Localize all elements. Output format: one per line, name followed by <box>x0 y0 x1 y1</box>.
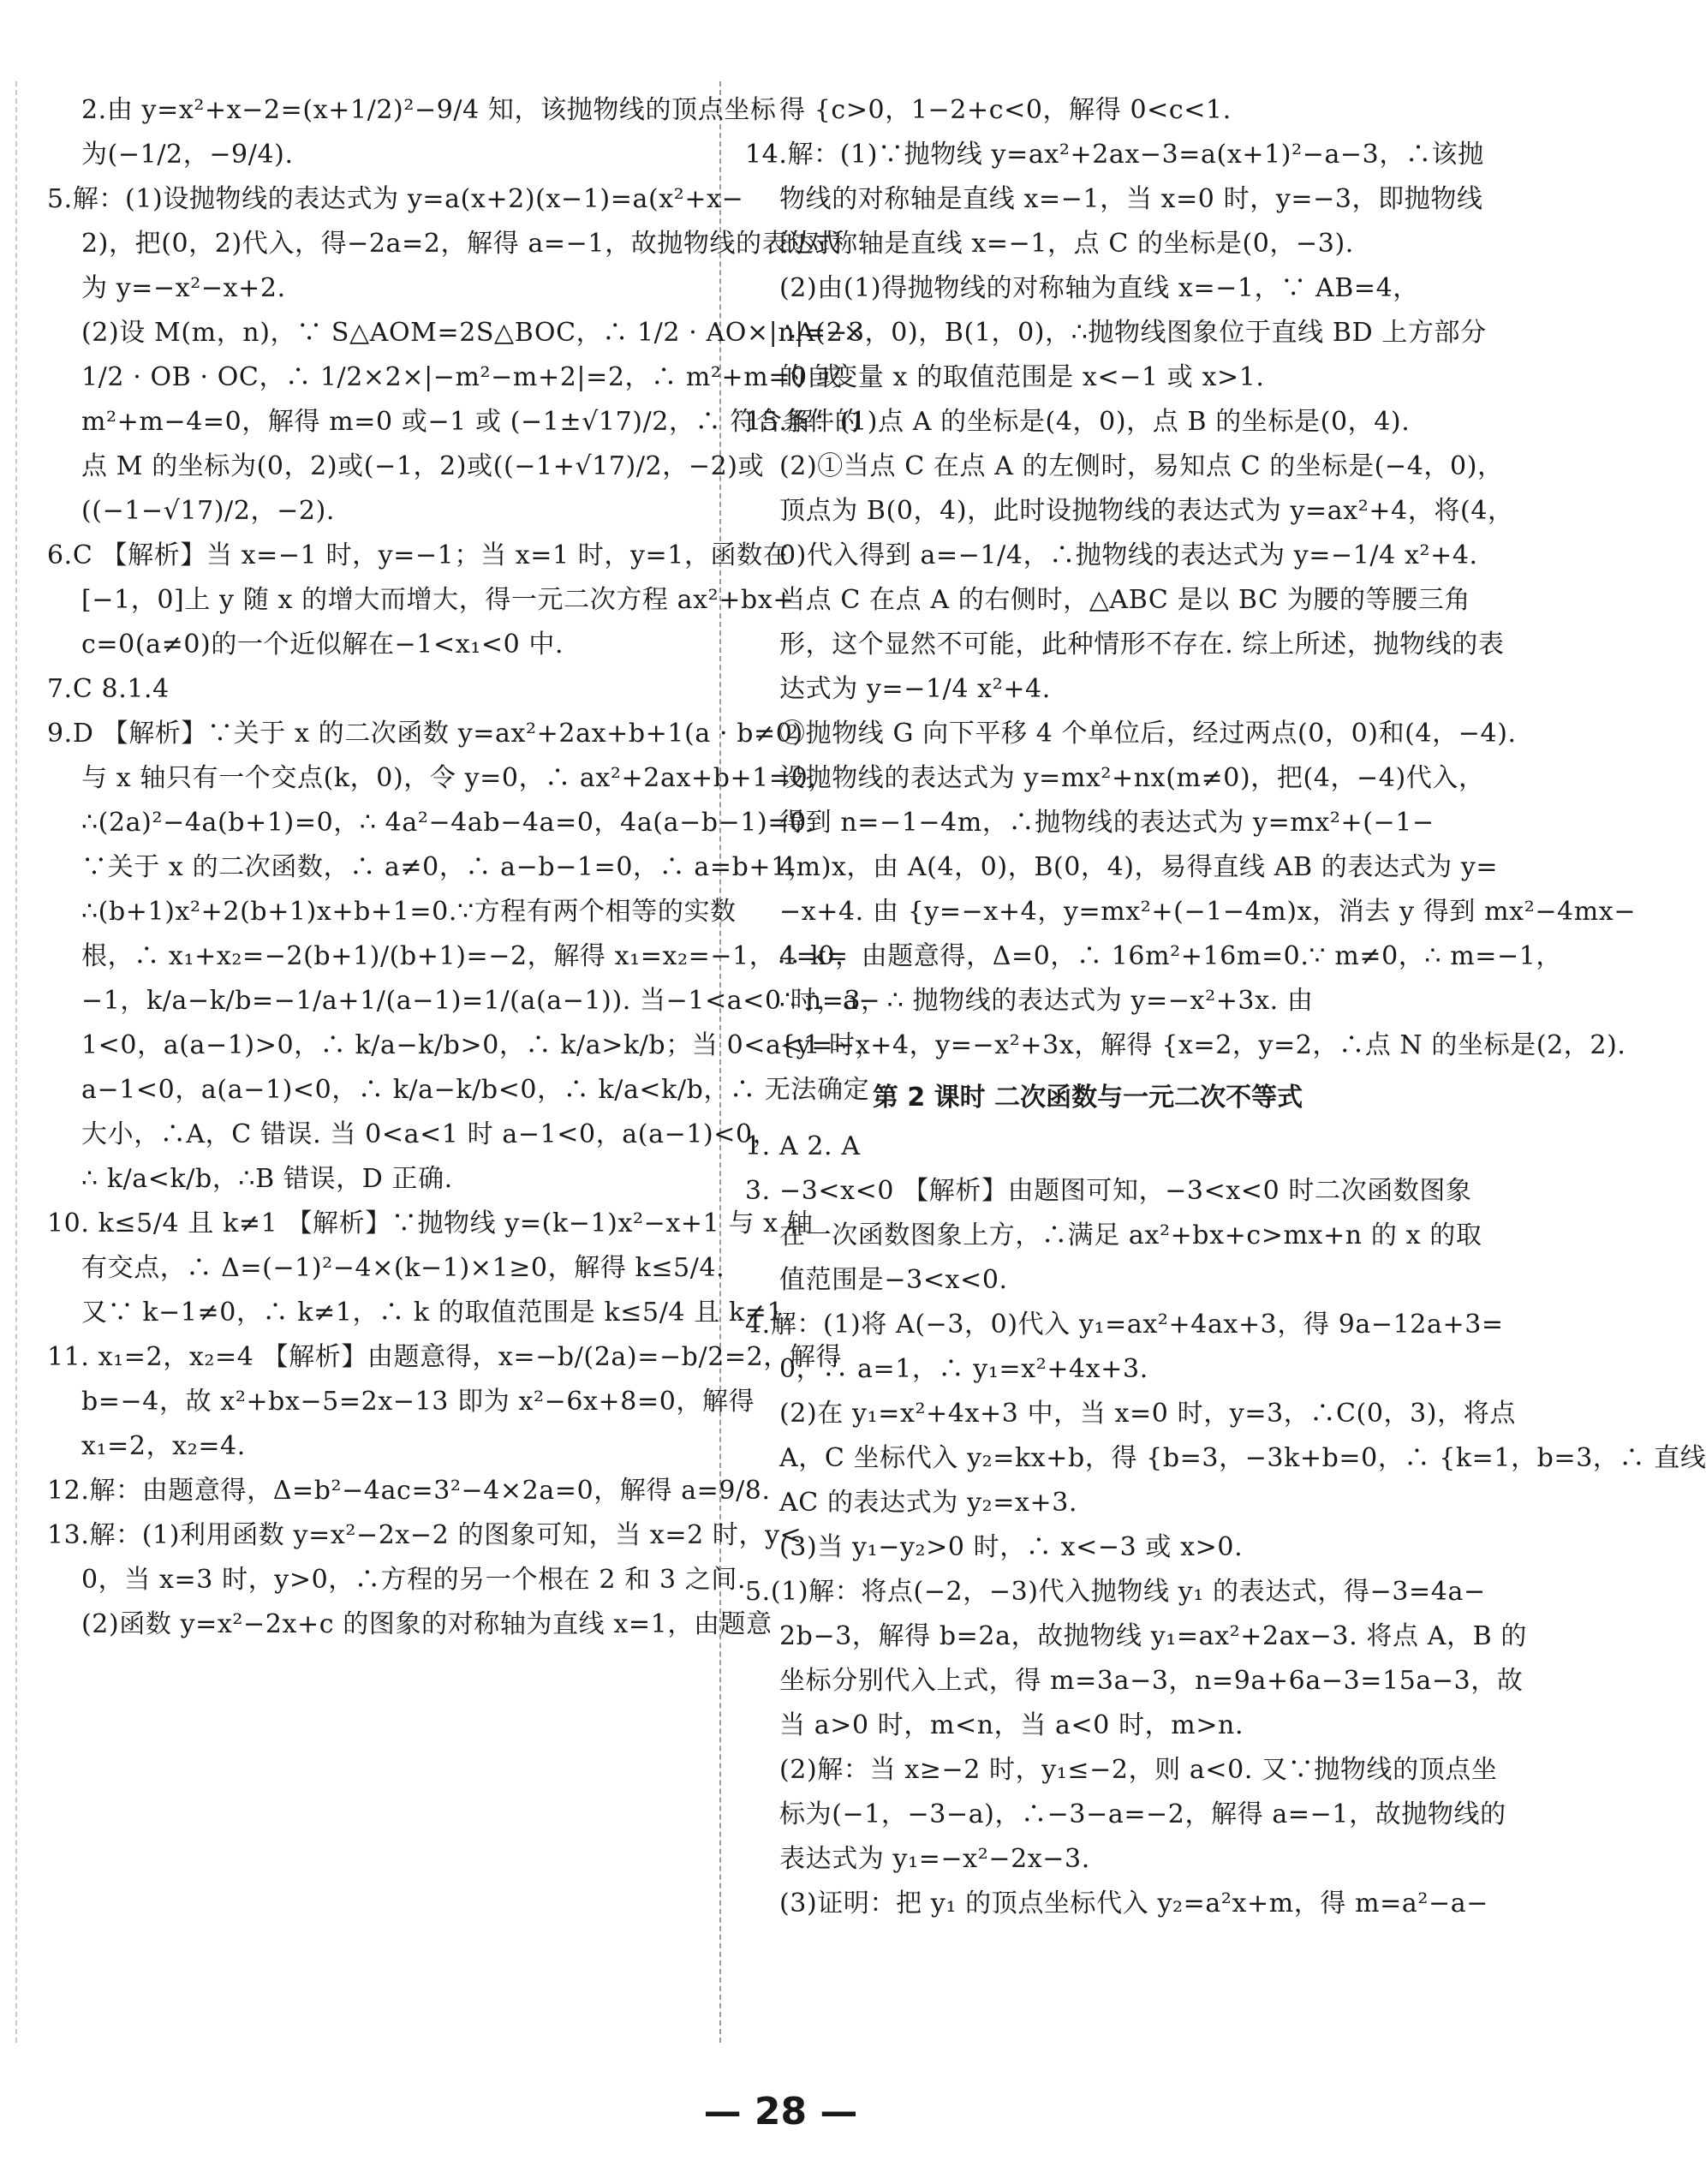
text-line: ∴(2a)²−4a(b+1)=0，∴ 4a²−4ab−4a=0，4a(a−b−1)=0. <box>81 808 815 838</box>
text-line: 与 x 轴只有一个交点(k，0)，令 y=0，∴ ax²+2ax+b+1=0， <box>81 763 834 793</box>
text-line: AC 的表达式为 y₂=x+3. <box>779 1488 1078 1518</box>
text-line: 根，∴ x₁+x₂=−2(b+1)/(b+1)=−2，解得 x₁=x₂=−1，∴ k= <box>81 941 849 971</box>
text-line: 9.D 【解析】∵关于 x 的二次函数 y=ax²+2ax+b+1(a · b≠0) <box>47 719 803 749</box>
text-line: 10. k≤5/4 且 k≠1 【解析】∵抛物线 y=(k−1)x²−x+1 与 x 轴 <box>47 1208 814 1238</box>
text-line: 2)，把(0，2)代入，得−2a=2，解得 a=−1，故抛物线的表达式 <box>81 229 841 259</box>
text-line: [−1，0]上 y 随 x 的增大而增大，得一元二次方程 ax²+bx+ <box>81 585 796 615</box>
text-line: 2b−3，解得 b=2a，故抛物线 y₁=ax²+2ax−3. 将点 A，B 的 <box>779 1621 1527 1651</box>
text-line: 坐标分别代入上式，得 m=3a−3，n=9a+6a−3=15a−3，故 <box>779 1666 1524 1696</box>
text-line: 6.C 【解析】当 x=−1 时，y=−1；当 x=1 时，y=1，函数在 <box>47 540 790 570</box>
text-line: 14.解：(1)∵抛物线 y=ax²+2ax−3=a(x+1)²−a−3，∴该抛 <box>745 140 1484 170</box>
text-line: m²+m−4=0，解得 m=0 或−1 或 (−1±√17)/2，∴ 符合条件的 <box>81 407 862 437</box>
text-line: 15.解：(1)点 A 的坐标是(4，0)，点 B 的坐标是(0，4). <box>745 407 1411 437</box>
text-line: b=−4，故 x²+bx−5=2x−13 即为 x²−6x+8=0，解得 <box>81 1387 755 1417</box>
text-line: 4=0，由题意得，Δ=0，∴ 16m²+16m=0.∵ m≠0，∴ m=−1， <box>779 941 1563 971</box>
text-line: (2)解：当 x≥−2 时，y₁≤−2，则 a<0. 又∵抛物线的顶点坐 <box>779 1755 1498 1785</box>
text-line: ((−1−√17)/2，−2). <box>81 496 336 526</box>
text-line: 2.由 y=x²+x−2=(x+1/2)²−9/4 知，该抛物线的顶点坐标 <box>81 95 777 125</box>
text-line: −x+4. 由 {y=−x+4，y=mx²+(−1−4m)x，消去 y 得到 mx²−4mx− <box>779 897 1637 927</box>
text-line: A，C 坐标代入 y₂=kx+b，得 {b=3，−3k+b=0，∴ {k=1，b=3，∴ 直线 <box>779 1443 1706 1473</box>
text-line: 0)代入得到 a=−1/4，∴抛物线的表达式为 y=−1/4 x²+4. <box>779 540 1478 570</box>
text-line: ∴ n=3，∴ 抛物线的表达式为 y=−x²+3x. 由 <box>779 986 1314 1016</box>
text-line: 为(−1/2，−9/4). <box>81 140 294 170</box>
text-line: 物线的对称轴是直线 x=−1，当 x=0 时，y=−3，即抛物线 <box>779 184 1483 214</box>
text-line: a−1<0，a(a−1)<0，∴ k/a−k/b<0，∴ k/a<k/b，∴ 无法确定 <box>81 1075 870 1105</box>
text-line: ②抛物线 G 向下平移 4 个单位后，经过两点(0，0)和(4，−4). <box>779 719 1517 749</box>
text-line: x₁=2，x₂=4. <box>81 1431 246 1461</box>
text-line: (2)设 M(m，n)，∵ S△AOM=2S△BOC，∴ 1/2 · AO×|n|=2× <box>81 318 866 348</box>
text-line: 4m)x，由 A(4，0)，B(0，4)，易得直线 AB 的表达式为 y= <box>779 852 1499 882</box>
text-line: 值范围是−3<x<0. <box>779 1265 1008 1295</box>
text-line: 0，当 x=3 时，y>0，∴方程的另一个根在 2 和 3 之间. <box>81 1565 747 1595</box>
text-line: (3)证明：把 y₁ 的顶点坐标代入 y₂=a²x+m，得 m=a²−a− <box>779 1889 1488 1918</box>
page-number: — 28 — <box>703 2090 858 2133</box>
text-line: 顶点为 B(0，4)，此时设抛物线的表达式为 y=ax²+4，将(4， <box>779 496 1514 526</box>
right-column-part2 <box>745 1131 1706 1920</box>
text-line: 1<0，a(a−1)>0，∴ k/a−k/b>0，∴ k/a>k/b；当 0<a<1 时， <box>81 1030 882 1060</box>
text-line: 1/2 · OB · OC，∴ 1/2×2×|−m²−m+2|=2，∴ m²+m=0 或 <box>81 362 843 392</box>
text-line: {y=−x+4，y=−x²+3x，解得 {x=2，y=2，∴点 N 的坐标是(2，2). <box>779 1030 1626 1060</box>
text-line: 表达式为 y₁=−x²−2x−3. <box>779 1844 1090 1874</box>
text-line: 得 {c>0，1−2+c<0，解得 0<c<1. <box>779 95 1232 125</box>
margin-rule <box>15 81 17 2043</box>
text-line: 的自变量 x 的取值范围是 x<−1 或 x>1. <box>779 362 1265 392</box>
text-line: 有交点，∴ Δ=(−1)²−4×(k−1)×1≥0，解得 k≤5/4. <box>81 1253 725 1283</box>
text-line: 13.解：(1)利用函数 y=x²−2x−2 的图象可知，当 x=2 时，y< <box>47 1520 802 1550</box>
text-line: 的对称轴是直线 x=−1，点 C 的坐标是(0，−3). <box>779 229 1354 259</box>
text-line: 为 y=−x²−x+2. <box>81 273 286 303</box>
text-line: (3)当 y₁−y₂>0 时，∴ x<−3 或 x>0. <box>779 1532 1244 1562</box>
text-line: (2)在 y₁=x²+4x+3 中，当 x=0 时，y=3，∴C(0，3)，将点 <box>779 1399 1516 1429</box>
text-line: 设抛物线的表达式为 y=mx²+nx(m≠0)，把(4，−4)代入， <box>779 763 1485 793</box>
text-line: 形，这个显然不可能，此种情形不存在. 综上所述，抛物线的表 <box>779 630 1505 659</box>
text-line: −1，k/a−k/b=−1/a+1/(a−1)=1/(a(a−1)). 当−1<a<0 时，a− <box>81 986 881 1016</box>
text-line: 达式为 y=−1/4 x²+4. <box>779 674 1051 704</box>
text-line: 得到 n=−1−4m，∴抛物线的表达式为 y=mx²+(−1− <box>779 808 1435 838</box>
text-line: 4.解：(1)将 A(−3，0)代入 y₁=ax²+4ax+3，得 9a−12a+3= <box>745 1310 1504 1340</box>
text-line: c=0(a≠0)的一个近似解在−1<x₁<0 中. <box>81 630 564 659</box>
text-line: 在一次函数图象上方，∴满足 ax²+bx+c>mx+n 的 x 的取 <box>779 1220 1482 1250</box>
text-line: 大小，∴A，C 错误. 当 0<a<1 时 a−1<0，a(a−1)<0， <box>81 1119 779 1149</box>
text-line: 5.解：(1)设抛物线的表达式为 y=a(x+2)(x−1)=a(x²+x− <box>47 184 744 214</box>
text-line: 11. x₁=2，x₂=4 【解析】由题意得，x=−b/(2a)=−b/2=2，解得 <box>47 1342 843 1372</box>
text-line: 当点 C 在点 A 的右侧时，△ABC 是以 BC 为腰的等腰三角 <box>779 585 1471 615</box>
right-column <box>745 94 1706 1932</box>
text-line: ∴ k/a<k/b，∴B 错误，D 正确. <box>81 1164 453 1194</box>
text-line: 0，∴ a=1，∴ y₁=x²+4x+3. <box>779 1354 1148 1384</box>
text-line: (2)由(1)得抛物线的对称轴为直线 x=−1，∵ AB=4， <box>779 273 1419 303</box>
section-title: 第 2 课时 二次函数与一元二次不等式 <box>872 1083 1303 1113</box>
text-line: ∵关于 x 的二次函数，∴ a≠0，∴ a−b−1=0，∴ a=b+1， <box>81 852 814 882</box>
text-line: 当 a>0 时，m<n，当 a<0 时，m>n. <box>779 1710 1244 1740</box>
text-line: ∴A(−3，0)，B(1，0)，∴抛物线图象位于直线 BD 上方部分 <box>779 318 1487 348</box>
text-line: 12.解：由题意得，Δ=b²−4ac=3²−4×2a=0，解得 a=9/8. <box>47 1476 771 1506</box>
text-line: (2)①当点 C 在点 A 的左侧时，易知点 C 的坐标是(−4，0)， <box>779 451 1504 481</box>
text-line: 标为(−1，−3−a)，∴−3−a=−2，解得 a=−1，故抛物线的 <box>779 1799 1506 1829</box>
text-line: 5.(1)解：将点(−2，−3)代入抛物线 y₁ 的表达式，得−3=4a− <box>745 1577 1486 1607</box>
text-line: ∴(b+1)x²+2(b+1)x+b+1=0.∵方程有两个相等的实数 <box>81 897 737 927</box>
text-line: 点 M 的坐标为(0，2)或(−1，2)或((−1+√17)/2，−2)或 <box>81 451 765 481</box>
right-column-part1 <box>745 94 1637 1062</box>
text-line: 3. −3<x<0 【解析】由题图可知，−3<x<0 时二次函数图象 <box>745 1176 1472 1206</box>
text-line: 又∵ k−1≠0，∴ k≠1，∴ k 的取值范围是 k≤5/4 且 k≠1. <box>81 1298 793 1328</box>
text-line: 7.C 8.1.4 <box>47 674 170 704</box>
text-line: (2)函数 y=x²−2x+c 的图象的对称轴为直线 x=1，由题意 <box>81 1609 772 1639</box>
text-line: 1. A 2. A <box>745 1131 861 1161</box>
